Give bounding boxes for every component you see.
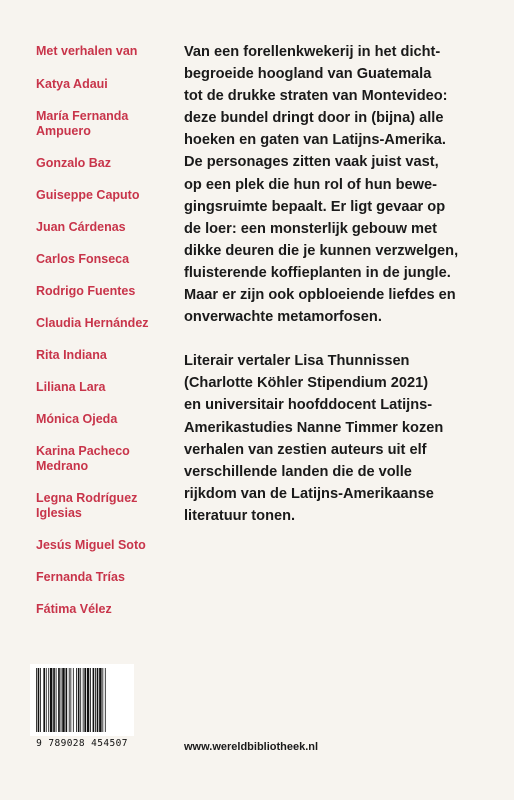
blurb-line: fluisterende koffieplanten in de jungle. [184,264,451,281]
blurb-paragraph-2 [184,350,504,527]
barcode-bar [38,668,40,732]
blurb-line: begroeide hoogland van Guatemala [184,66,432,83]
blurb-line: dikke deuren die je kunnen verzwelgen, [184,242,459,259]
blurb-line: deze bundel dringt door in (bijna) alle [184,110,444,127]
blurb-line: en universitair hoofddocent Latijns- [184,397,433,414]
barcode-bar [53,668,55,732]
author-name: María Fernanda Ampuero [36,109,129,138]
blurb-line: gingsruimte bepaalt. Er ligt gevaar op [184,198,446,215]
barcode-bar [36,668,37,732]
barcode-bar [48,668,49,732]
author-name: Claudia Hernández [36,316,149,330]
author-name: Liliana Lara [36,380,106,394]
author-name: Jesús Miguel Soto [36,538,146,552]
author-name: Juan Cárdenas [36,220,126,234]
barcode-bar [102,668,103,732]
barcode-bar [99,668,101,732]
barcode-bar [78,668,80,732]
author-name: Karina Pacheco Medrano [36,444,130,473]
blurb-line: (Charlotte Köhler Stipendium 2021) [184,375,429,392]
author-name: Legna Rodríguez Iglesias [36,491,138,520]
barcode-bar [40,668,41,732]
author-name: Guiseppe Caputo [36,188,140,202]
barcode-bar [70,668,71,732]
author-name: Mónica Ojeda [36,412,118,426]
barcode-bar [90,668,91,732]
barcode-bar [43,668,45,732]
barcode-bar [66,668,68,732]
author-name: Fátima Vélez [36,602,112,616]
author-name: Fernanda Trías [36,570,125,584]
blurb-line: Amerikastudies Nanne Timmer kozen [184,419,444,436]
barcode-bar [62,668,64,732]
barcode-bar [84,668,86,732]
barcode-bar [105,668,106,732]
author-list [36,44,176,634]
author-name: Rita Indiana [36,348,107,362]
blurb-line: De personages zitten vaak juist vast, [184,154,439,171]
barcode-bar [56,668,57,732]
barcode-bar [97,668,99,732]
barcode-bar [69,668,70,732]
blurb-line: Van een forellenkwekerij in het dicht- [184,44,441,60]
back-cover-blurb [184,41,504,527]
blurb-line: op een plek die hun rol of hun bewe- [184,176,437,193]
blurb-line: de loer: een monsterlijk gebouw met [184,220,438,237]
barcode-bar [73,668,74,732]
barcode [30,664,134,736]
author-name: Rodrigo Fuentes [36,284,136,298]
barcode-bar [83,668,84,732]
author-list-heading: Met verhalen van [36,44,138,58]
author-name: Carlos Fonseca [36,252,130,266]
publisher-website: www.wereldbibliotheek.nl [184,741,319,753]
blurb-line: hoeken en gaten van Latijns-Amerika. [184,132,446,149]
blurb-line: literatuur tonen. [184,507,296,524]
barcode-bar [93,668,95,732]
author-name: Katya Adaui [36,77,108,91]
blurb-line: verhalen van zestien auteurs uit elf [184,441,427,458]
barcode-bar [61,668,62,732]
blurb-line: verschillende landen die de volle [184,463,412,480]
blurb-line: Literair vertaler Lisa Thunnissen [184,353,410,370]
isbn-number: 9 789028 454507 [36,738,128,749]
barcode-bar [95,668,96,732]
barcode-bar [58,668,60,732]
blurb-paragraph-1 [184,41,504,328]
barcode-bar [50,668,52,732]
barcode-bars [36,668,128,732]
barcode-bar [80,668,81,732]
barcode-bar [46,668,47,732]
barcode-bar [76,668,77,732]
barcode-bar [87,668,89,732]
author-name: Gonzalo Baz [36,156,112,170]
blurb-line: tot de drukke straten van Montevideo: [184,88,448,105]
blurb-line: onverwachte metamorfosen. [184,309,382,326]
blurb-line: rijkdom van de Latijns-Amerikaanse [184,485,434,502]
blurb-line: Maar er zijn ook opbloeiende liefdes en [184,287,456,304]
